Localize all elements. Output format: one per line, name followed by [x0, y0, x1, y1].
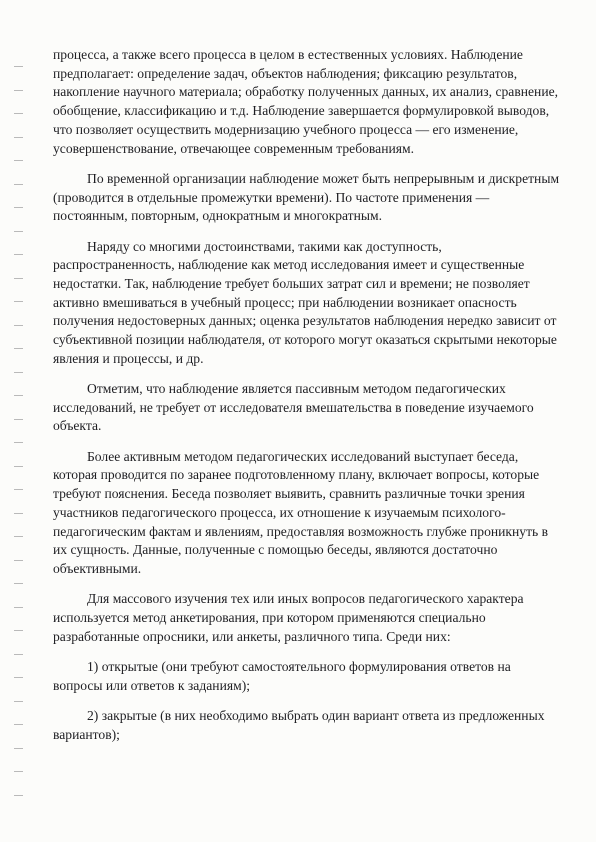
binding-margin: [0, 0, 30, 842]
margin-tick: [14, 372, 23, 373]
margin-tick: [14, 630, 23, 631]
paragraph-observation-types: По временной организации наблюдение может быть непрерывным и дискретным (проводится в отдельные промежутки времени). По частоте применения — постоянным, повторным, однократным и многократным.: [53, 170, 560, 224]
margin-tick: [14, 231, 23, 232]
margin-tick: [14, 301, 23, 302]
margin-tick: [14, 677, 23, 678]
margin-tick: [14, 560, 23, 561]
margin-tick: [14, 184, 23, 185]
margin-tick: [14, 278, 23, 279]
margin-tick: [14, 325, 23, 326]
document-body: [53, 46, 563, 756]
margin-tick: [14, 160, 23, 161]
margin-tick: [14, 113, 23, 114]
margin-tick: [14, 207, 23, 208]
paragraph-observation-continued: процесса, а также всего процесса в целом в естественных условиях. Наблюдение предполагает: определение задач, объектов наблюдения; фиксацию результатов, накопление научного материала; обработку полученных данных, их анализ, сравнение, обобщение, классификацию и т.д. Наблюдение завершается формулировкой выводов, что позволяет осуществить модернизацию учебного процесса — его изменение, усовершенствование, отвечающее современным требованиям.: [53, 47, 559, 156]
margin-tick: [14, 607, 23, 608]
list-item-open-questions: 1) открытые (они требуют самостоятельного формулирования ответов на вопросы или ответов к заданиям);: [53, 658, 511, 693]
margin-tick: [14, 489, 23, 490]
margin-tick: [14, 513, 23, 514]
margin-tick: [14, 701, 23, 702]
margin-tick: [14, 466, 23, 467]
margin-tick: [14, 795, 23, 796]
margin-tick: [14, 771, 23, 772]
margin-tick: [14, 254, 23, 255]
margin-tick: [14, 348, 23, 349]
paragraph-observation-drawbacks: Наряду со многими достоинствами, такими как доступность, распространенность, наблюдение как метод исследования имеет и существенные недостатки. Так, наблюдение требует больших затрат сил и времени; не позволяет активно вмешиваться в учебный процесс; при наблюдении возникает опасность получения недостоверных данных; оценка результатов наблюдения нередко зависит от субъективной позиции наблюдателя, от которого могут оказаться скрытыми некоторые явления и процессы, и др.: [53, 238, 557, 366]
margin-tick: [14, 442, 23, 443]
paragraph-observation-passive: Отметим, что наблюдение является пассивным методом педагогических исследований, не требует от исследователя вмешательства в поведение изучаемого объекта.: [53, 381, 534, 434]
margin-tick: [14, 748, 23, 749]
margin-tick: [14, 724, 23, 725]
list-item-closed-questions: 2) закрытые (в них необходимо выбрать один вариант ответа из предложенных вариантов);: [53, 707, 545, 742]
paragraph-conversation-method: Более активным методом педагогических исследований выступает беседа, которая проводится по заранее подготовленному плану, включает вопросы, которые требуют пояснения. Беседа позволяет выявить, сравнить различные точки зрения участников педагогического процесса, их отношение к изучаемым психолого-педагогическим фактам и явлениям, предоставляя возможность глубже проникнуть в их сущность. Данные, полученные с помощью беседы, являются достаточно объективными.: [53, 448, 549, 576]
margin-tick: [14, 419, 23, 420]
margin-tick: [14, 66, 23, 67]
margin-tick: [14, 137, 23, 138]
margin-tick: [14, 395, 23, 396]
margin-tick: [14, 654, 23, 655]
margin-tick: [14, 90, 23, 91]
margin-tick: [14, 583, 23, 584]
paragraph-questionnaire-method: Для массового изучения тех или иных вопросов педагогического характера используется метод анкетирования, при котором применяются специально разработанные опросники, или анкеты, различного типа. Среди них:: [53, 591, 524, 644]
margin-tick: [14, 536, 23, 537]
